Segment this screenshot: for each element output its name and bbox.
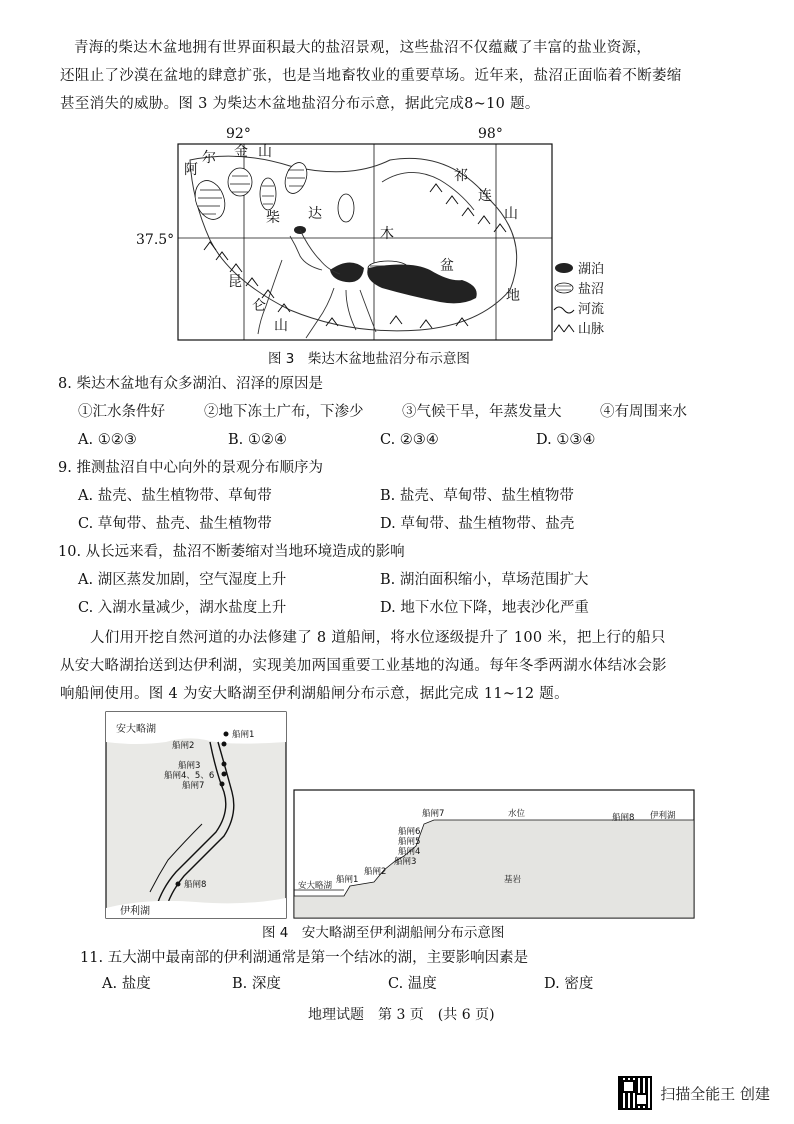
q8-option-d[interactable]: D. ①③④ bbox=[536, 432, 596, 448]
intro2-line2: 从安大略湖抬送到达伊利湖，实现美加两国重要工业基地的沟通。每年冬季两湖水体结冰会影 bbox=[60, 658, 667, 674]
figure4-map bbox=[106, 712, 286, 918]
legend-lake-swatch bbox=[555, 263, 573, 273]
qr-code-icon bbox=[618, 1076, 652, 1110]
map-lock2: 船闸2 bbox=[172, 741, 195, 751]
profile-lock5: 船闸5 bbox=[398, 837, 421, 847]
label-kun: 昆 bbox=[228, 274, 242, 290]
figure4-caption: 图 4 安大略湖至伊利湖船闸分布示意图 bbox=[262, 925, 505, 941]
q8-option-b[interactable]: B. ①②④ bbox=[228, 432, 287, 448]
intro1-line1: 青海的柴达木盆地拥有世界面积最大的盐沼景观，这些盐沼不仅蕴藏了丰富的盐业资源， bbox=[74, 40, 652, 56]
label-er: 尔 bbox=[202, 150, 216, 166]
label-pen: 盆 bbox=[440, 258, 454, 274]
legend-river-swatch bbox=[554, 307, 574, 313]
profile-lock2: 船闸2 bbox=[364, 867, 387, 877]
label-qilian-qi: 祁 bbox=[454, 168, 468, 184]
map-lock7: 船闸7 bbox=[182, 781, 205, 791]
map-lock3: 船闸3 bbox=[178, 761, 201, 771]
page-footer: 地理试题 第 3 页 (共 6 页) bbox=[308, 1007, 495, 1023]
q11-option-b[interactable]: B. 深度 bbox=[232, 976, 281, 992]
legend-mountain: 山脉 bbox=[578, 322, 605, 337]
q10-option-d[interactable]: D. 地下水位下降，地表沙化严重 bbox=[380, 600, 589, 616]
profile-lock1: 船闸1 bbox=[336, 875, 359, 885]
label-di: 地 bbox=[506, 288, 520, 304]
q11-stem: 11. 五大湖中最南部的伊利湖通常是第一个结冰的湖，主要影响因素是 bbox=[80, 950, 529, 966]
lon-98-label: 98° bbox=[478, 126, 503, 142]
label-kunlun-shan: 山 bbox=[274, 318, 288, 334]
map-legend bbox=[554, 261, 604, 337]
q9-option-a[interactable]: A. 盐壳、盐生植物带、草甸带 bbox=[78, 488, 272, 504]
q8-stem: 8. 柴达木盆地有众多湖泊、沼泽的原因是 bbox=[58, 376, 323, 392]
legend-saltmarsh: 盐沼 bbox=[578, 282, 605, 297]
label-aer: 阿 bbox=[184, 162, 198, 178]
label-qilian-shan: 山 bbox=[504, 206, 518, 222]
q11-option-d[interactable]: D. 密度 bbox=[544, 976, 594, 992]
scanner-watermark bbox=[618, 1076, 770, 1110]
map-lock1: 船闸1 bbox=[232, 730, 255, 740]
profile-lock4: 船闸4 bbox=[398, 847, 421, 857]
q11-option-c[interactable]: C. 温度 bbox=[388, 976, 437, 992]
label-jin: 金 bbox=[234, 144, 248, 160]
map-ontario-label: 安大略湖 bbox=[116, 724, 156, 735]
map-lock456: 船闸4、5、6 bbox=[164, 771, 215, 781]
label-lun: 仑 bbox=[252, 298, 266, 314]
mountain-symbols bbox=[204, 184, 506, 328]
intro2-line3: 响船闸使用。图 4 为安大略湖至伊利湖船闸分布示意，据此完成 11~12 题。 bbox=[60, 686, 569, 702]
legend-mountain-swatch bbox=[554, 325, 574, 332]
q9-option-b[interactable]: B. 盐壳、草甸带、盐生植物带 bbox=[380, 488, 574, 504]
figure3-caption: 图 3 柴达木盆地盐沼分布示意图 bbox=[268, 351, 470, 367]
q9-option-c[interactable]: C. 草甸带、盐壳、盐生植物带 bbox=[78, 516, 272, 532]
q8-item-1: ①汇水条件好 bbox=[78, 404, 165, 420]
q10-option-b[interactable]: B. 湖泊面积缩小，草场范围扩大 bbox=[380, 572, 589, 588]
label-chai: 柴 bbox=[266, 210, 280, 226]
watermark-text: 扫描全能王 创建 bbox=[660, 1084, 770, 1103]
lat-37-5-label: 37.5° bbox=[136, 232, 175, 248]
profile-bedrock: 基岩 bbox=[504, 875, 522, 885]
lon-92-label: 92° bbox=[226, 126, 251, 142]
profile-lock8: 船闸8 bbox=[612, 813, 635, 823]
profile-lock7: 船闸7 bbox=[422, 809, 445, 819]
q11-option-a[interactable]: A. 盐度 bbox=[102, 976, 151, 992]
label-shan: 山 bbox=[258, 144, 272, 160]
label-da: 达 bbox=[308, 206, 322, 222]
profile-ontario: 安大略湖 bbox=[298, 881, 333, 891]
q8-item-3: ③气候干旱，年蒸发量大 bbox=[402, 404, 562, 420]
q8-option-a[interactable]: A. ①②③ bbox=[78, 432, 137, 448]
q10-option-a[interactable]: A. 湖区蒸发加剧，空气湿度上升 bbox=[78, 572, 287, 588]
q8-item-4: ④有周围来水 bbox=[600, 404, 687, 420]
label-mu: 木 bbox=[380, 226, 394, 242]
legend-river: 河流 bbox=[578, 302, 605, 317]
intro1-line3: 甚至消失的威胁。图 3 为柴达木盆地盐沼分布示意，据此完成8~10 题。 bbox=[60, 96, 540, 112]
q10-stem: 10. 从长远来看，盐沼不断萎缩对当地环境造成的影响 bbox=[58, 544, 405, 560]
rivers bbox=[258, 172, 474, 338]
q10-option-c[interactable]: C. 入湖水量减少，湖水盐度上升 bbox=[78, 600, 287, 616]
figure3-map bbox=[136, 120, 650, 340]
intro2-line1: 人们用开挖自然河道的办法修建了 8 道船闸，将水位逐级提升了 100 米，把上行的船只 bbox=[90, 630, 666, 646]
map-erie-label: 伊利湖 bbox=[120, 906, 150, 917]
profile-water: 水位 bbox=[508, 809, 526, 819]
profile-lock6: 船闸6 bbox=[398, 827, 421, 837]
figure4-profile bbox=[294, 790, 694, 918]
q9-option-d[interactable]: D. 草甸带、盐生植物带、盐壳 bbox=[380, 516, 575, 532]
profile-lock3: 船闸3 bbox=[394, 857, 417, 867]
q8-item-2: ②地下冻土广布，下渗少 bbox=[204, 404, 364, 420]
legend-lake: 湖泊 bbox=[578, 262, 605, 277]
q8-option-c[interactable]: C. ②③④ bbox=[380, 432, 439, 448]
legend-saltmarsh-swatch bbox=[555, 283, 573, 293]
salt-marshes bbox=[190, 160, 408, 275]
label-qilian-lian: 连 bbox=[478, 188, 492, 204]
map-lock8: 船闸8 bbox=[184, 880, 207, 890]
profile-erie: 伊利湖 bbox=[650, 811, 676, 821]
intro1-line2: 还阻止了沙漠在盆地的肆意扩张，也是当地畜牧业的重要草场。近年来，盐沼正面临着不断萎缩 bbox=[60, 68, 682, 84]
q9-stem: 9. 推测盐沼自中心向外的景观分布顺序为 bbox=[58, 460, 323, 476]
